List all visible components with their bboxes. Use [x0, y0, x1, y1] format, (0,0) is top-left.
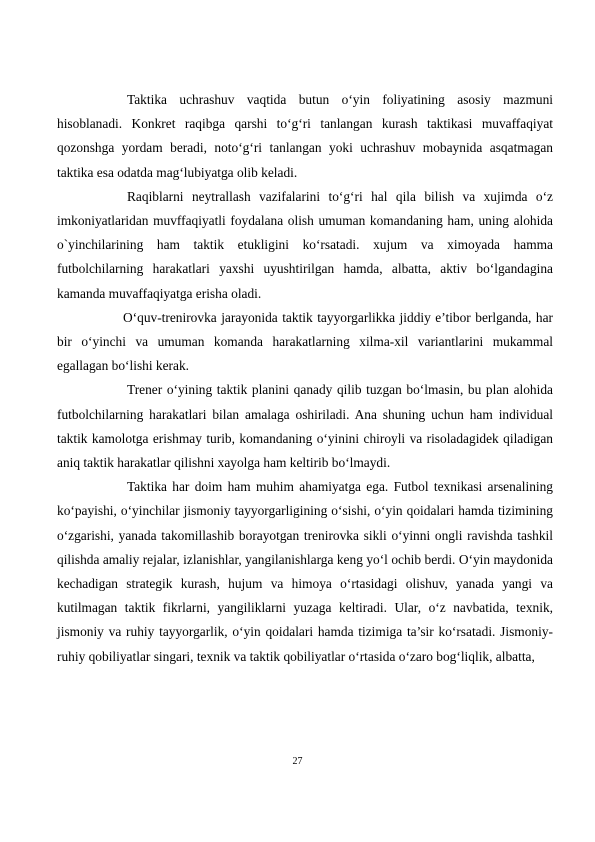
paragraph-3: O‘quv-trenirovka jarayonida taktik tayyorgarlikka jiddiy e’tibor berlganda, har bir o‘yinchi va umuman komanda harakatlarning xilma-xil variantlarini mukammal egallagan bo‘lishi kerak. [57, 309, 553, 374]
paragraph-1: Taktika uchrashuv vaqtida butun o‘yin foliyatining asosiy mazmuni hisoblanadi. Konkret raqibga qarshi to‘g‘ri tanlangan kurash taktikasi muvaffaqiyat qozonshga yordam beradi, noto‘g‘ri tanlangan yoki uchrashuv mobaynida asqatmagan taktika esa odatda mag‘lubiyatga olib keladi. [57, 92, 553, 180]
paragraph-5: Taktika har doim ham muhim ahamiyatga ega. Futbol texnikasi arsenalining ko‘payishi, o‘yinchilar jismoniy tayyorgarligining o‘sishi, o‘yin qoidalari hamda tizimining o‘zgarishi, yanada takomillashib borayotgan trenirovka sikli o‘yinni ongli ravishda tashkil qilishda amaliy rejalar, izlanishlar, yangilanishlarga keng yo‘l ochib berdi. O‘yin maydonida kechadigan strategik kurash, hujum va himoya o‘rtasidagi olishuv, yanada yangi va kutilmagan taktik fikrlarni, yangiliklarni yuzaga keltiradi. Ular, o‘z navbatida, texnik, jismoniy va ruhiy tayyorgarlik, o‘yin qoidalari hamda tizimiga ta’sir ko‘rsatadi. Jismoniy-ruhiy qobiliyatlar singari, texnik va taktik qobiliyatlar o‘rtasida o‘zaro bog‘liqlik, albatta, [57, 479, 553, 664]
document-body [57, 88, 553, 669]
paragraph-4: Trener o‘yining taktik planini qanady qilib tuzgan bo‘lmasin, bu plan alohida futbolchilarning harakatlari bilan amalaga oshiriladi. Ana shuning uchun ham individual taktik kamolotga erishmay turib, komandaning o‘yinini chiroyli va risoladagidek qiladigan aniq taktik harakatlar qilishni xayolga ham keltirib bo‘lmaydi. [57, 382, 553, 471]
paragraph-2: Raqiblarni neytrallash vazifalarini to‘g‘ri hal qila bilish va xujimda o‘z imkoniyatlaridan muvffaqiyatli foydalana olish umuman komandaning ham, uning alohida o`yinchilarining ham taktik etukligini ko‘rsatadi. xujum va ximoyada hamma futbolchilarning harakatlari yaxshi uyushtirilgan hamda, albatta, aktiv bo‘lgandagina kamanda muvaffaqiyatga erisha oladi. [57, 188, 553, 301]
page-number: 27 [292, 756, 303, 767]
